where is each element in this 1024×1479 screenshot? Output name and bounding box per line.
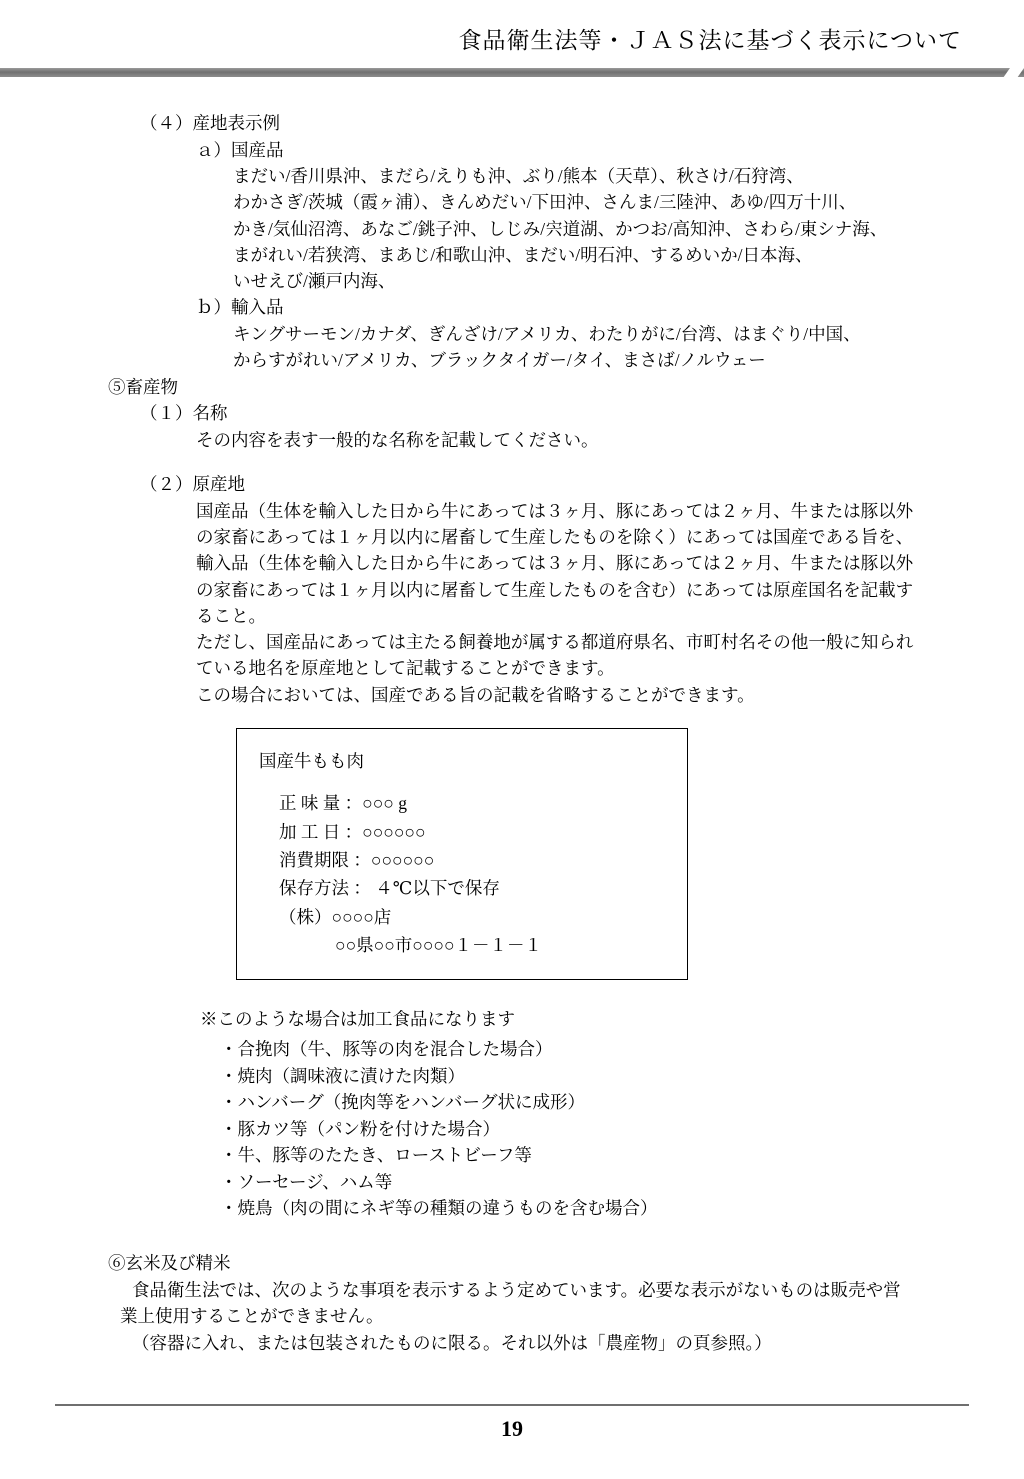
section-4b-line-1: キングサーモン/カナダ、ぎんざけ/アメリカ、わたりがに/台湾、はまぐり/中国、 xyxy=(233,324,861,345)
note-heading: ※このような場合は加工食品になります xyxy=(200,1009,515,1030)
section-4a-line-4: まがれい/若狭湾、まあじ/和歌山沖、まだい/明石沖、するめいか/日本海、 xyxy=(233,244,813,265)
page-header xyxy=(0,0,1024,78)
note-item: ・牛、豚等のたたき、ローストビーフ等 xyxy=(220,1145,532,1166)
page-number: 19 xyxy=(501,1416,523,1441)
label-company: （株）○○○○店 xyxy=(279,906,392,927)
section-4a-line-2: わかさぎ/茨城（霞ヶ浦）、きんめだい/下田沖、さんま/三陸沖、あゆ/四万十川、 xyxy=(233,192,857,213)
note-item: ・豚カツ等（パン粉を付けた場合） xyxy=(220,1118,500,1139)
label-expiry-date: 消費期限 ：○○○○○○ xyxy=(279,849,435,870)
section-5-2-line-3: 輸入品（生体を輸入した日から牛にあっては３ヶ月、豚にあっては２ヶ月、牛または豚以外 xyxy=(196,553,914,574)
section-5-1-body: その内容を表す一般的な名称を記載してください。 xyxy=(196,429,599,450)
sample-label-wrapper xyxy=(236,728,1024,980)
section-5-heading: ⑤畜産物 xyxy=(108,376,178,397)
section-6-heading: ⑥玄米及び精米 xyxy=(108,1253,231,1274)
section-5-2-line-7: ている地名を原産地として記載することができます。 xyxy=(196,658,615,679)
label-process-date: 加 工 日 ：○○○○○○ xyxy=(279,821,426,842)
section-5-2-line-6: ただし、国産品にあっては主たる飼養地が属する都道府県名、市町村名その他一般に知られ xyxy=(196,632,914,653)
spacer xyxy=(0,453,1024,471)
section-5-2-line-2: の家畜にあっては１ヶ月以内に屠畜して生産したものを除く）にあっては国産である旨を、 xyxy=(196,527,914,548)
section-6-line-2: 業上使用することができません。 xyxy=(120,1306,384,1327)
section-4a-line-5: いせえび/瀬戸内海、 xyxy=(233,271,396,292)
section-4-heading: （４）産地表示例 xyxy=(140,113,280,133)
section-5-2-line-1: 国産品（生体を輸入した日から牛にあっては３ヶ月、豚にあっては２ヶ月、牛または豚以外 xyxy=(196,500,914,521)
note-item: ・焼肉（調味液に漬けた肉類） xyxy=(220,1065,465,1086)
section-5-2-line-5: ること。 xyxy=(196,605,266,626)
section-4b-heading: ｂ）輸入品 xyxy=(196,297,284,318)
note-item: ・焼鳥（肉の間にネギ等の種類の違うものを含む場合） xyxy=(220,1198,658,1219)
note-item: ・ソーセージ、ハム等 xyxy=(220,1171,393,1192)
section-6-line-1: 食品衛生法では、次のような事項を表示するよう定めています。必要な表示がないものは販売や営 xyxy=(132,1279,901,1300)
section-6-line-3: （容器に入れ、または包装されたものに限る。それ以外は「農産物」の頁参照。） xyxy=(132,1332,772,1353)
label-address: ○○県○○市○○○○１－１－１ xyxy=(335,934,543,955)
section-5-2-heading: （２）原産地 xyxy=(140,474,245,495)
section-5-2-line-4: の家畜にあっては１ヶ月以内に屠畜して生産したものを含む）にあっては原産国名を記載す xyxy=(196,579,914,600)
section-4a-line-1: まだい/香川県沖、まだら/えりも沖、ぶり/熊本（天草）、秋さけ/石狩湾、 xyxy=(233,166,804,187)
header-title: 食品衛生法等・ＪＡＳ法に基づく表示について xyxy=(458,28,962,53)
note-block xyxy=(200,1006,1024,1222)
label-product-name: 国産牛もも肉 xyxy=(259,750,364,771)
label-storage-method: 保存方法 ： ４℃以下で保存 xyxy=(279,878,500,899)
section-4a-heading: ａ）国産品 xyxy=(196,139,284,160)
section-4b-line-2: からすがれい/アメリカ、ブラックタイガー/タイ、まさば/ノルウェー xyxy=(233,350,766,371)
header-divider xyxy=(0,68,1024,77)
note-item: ・合挽肉（牛、豚等の肉を混合した場合） xyxy=(220,1038,553,1059)
note-item: ・ハンバーグ（挽肉等をハンバーグ状に成形） xyxy=(220,1092,586,1113)
footer-divider xyxy=(55,1404,969,1406)
sample-label-box xyxy=(236,728,688,980)
label-net-weight: 正 味 量 ：○○○ g xyxy=(279,793,407,814)
page-content xyxy=(0,110,1024,1356)
section-4a-line-3: かき/気仙沼湾、あなご/銚子沖、しじみ/宍道湖、かつお/高知沖、さわら/東シナ海、 xyxy=(233,218,888,239)
section-5-2-line-8: この場合においては、国産である旨の記載を省略することができます。 xyxy=(196,684,755,705)
section-5-1-heading: （１）名称 xyxy=(140,403,228,424)
section-6-block xyxy=(108,1250,1024,1356)
